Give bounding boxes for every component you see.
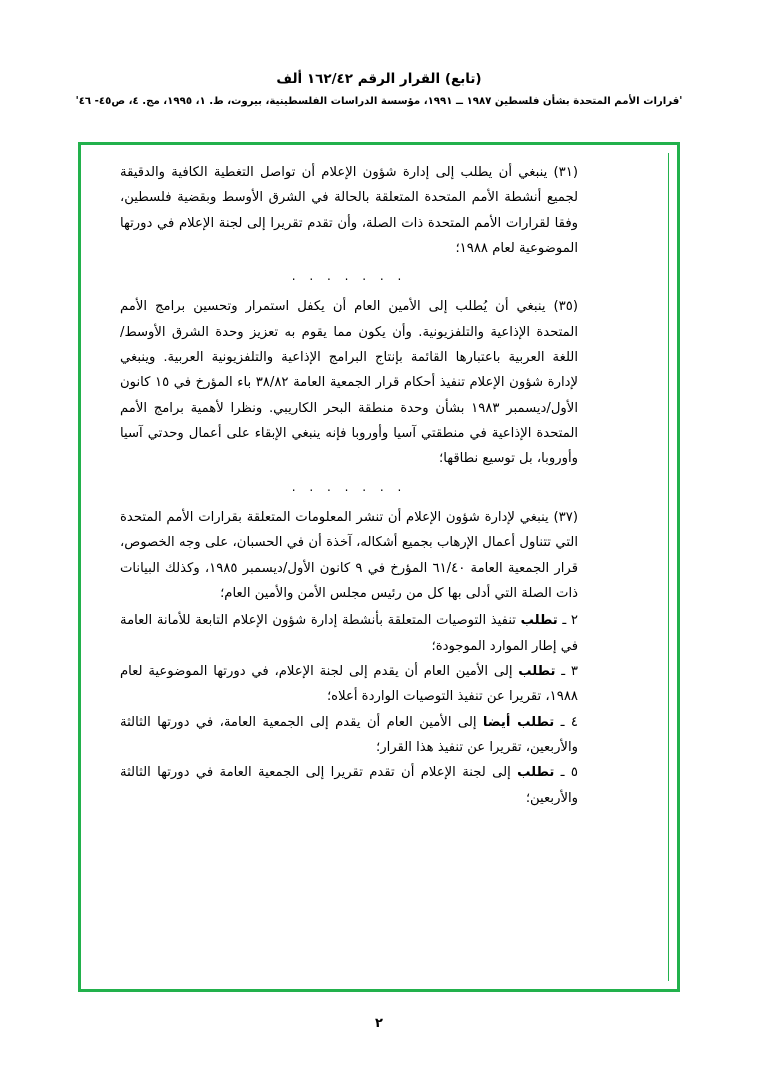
paragraph-31: (٣١) ينبغي أن يطلب إلى إدارة شؤون الإعلام أن تواصل التغطية الكافية والدقيقة لجميع أنشطة الأمم المتحدة المتعلقة بالحالة في الشرق الأوسط وبقضية فلسطين، وفقا لقرارات الأمم المتحدة ذات الصلة، وأن تقدم تقريرا إلى لجنة الإعلام في دورتها الموضوعية لعام ١٩٨٨؛	[120, 165, 578, 257]
numbered-item-3	[120, 659, 578, 710]
item-4-verb: تطلب أيضا	[482, 714, 555, 730]
item-4-prefix: ٤ ـ	[554, 714, 578, 730]
item-3-verb: تطلب	[518, 663, 556, 679]
page-number: ٢	[375, 1016, 383, 1031]
item-2-verb: تطلب	[520, 613, 558, 629]
item-5-prefix: ٥ ـ	[554, 765, 579, 781]
page-header	[0, 0, 758, 109]
numbered-item-5	[120, 760, 578, 811]
item-2-text: تنفيذ التوصيات المتعلقة بأنشطة إدارة شؤون الإعلام التابعة للأمانة العامة في إطار الموارد الموجودة؛	[120, 613, 578, 654]
section-separator-2: . . . . . . .	[291, 479, 407, 494]
item-3-prefix: ٣ ـ	[555, 663, 578, 679]
numbered-item-2	[120, 608, 578, 659]
item-5-text: إلى لجنة الإعلام أن تقدم تقريرا إلى الجمعية العامة في دورتها الثالثة والأربعين؛	[120, 765, 578, 806]
page-title: (تابع) القرار الرقم ١٦٢/٤٢ ألف	[276, 71, 482, 87]
paragraph-35: (٣٥) ينبغي أن يُطلب إلى الأمين العام أن يكفل استمرار وتحسين برامج الأمم المتحدة الإذاعية والتلفزيونية. وأن يكون مما يقوم به تعزيز وحدة الشرق الأوسط/اللغة العربية باعتبارها القائمة بإنتاج البرامج الإذاعية والتلفزيونية العربية. وينبغي لإدارة شؤون الإعلام تنفيذ أحكام قرار الجمعية العامة ٣٨/٨٢ باء المؤرخ في ١٥ كانون الأول/ديسمبر ١٩٨٣ بشأن وحدة منطقة البحر الكاريبي. ونظرا لأهمية برامج الأمم المتحدة الإذاعية في منطقتي آسيا وأوروبا فإنه ينبغي الإبقاء على أعمال وحدتي آسيا وأوروبا، بل توسيع نطاقها؛	[120, 299, 579, 467]
document-body	[120, 160, 578, 811]
source-citation: 'قرارات الأمم المتحدة بشأن فلسطين ١٩٨٧ ــ ١٩٩١، مؤسسة الدراسات الفلسطينية، بيروت، ط. ١، ١٩٩٥، مج. ٤، ص٤٥- ٤٦'	[75, 95, 683, 107]
section-separator-1: . . . . . . .	[291, 269, 407, 284]
item-2-prefix: ٢ ـ	[557, 613, 578, 629]
item-5-verb: تطلب	[517, 765, 555, 781]
paragraph-37: (٣٧) ينبغي لإدارة شؤون الإعلام أن تنشر المعلومات المتعلقة بقرارات الأمم المتحدة التي تتناول أعمال الإرهاب بجميع أشكاله، آخذة أن في الحسبان، على وجه الخصوص، قرار الجمعية العامة ٦١/٤٠ المؤرخ في ٩ كانون الأول/ديسمبر ١٩٨٥، وكذلك البيانات ذات الصلة التي أدلى بها كل من رئيس مجلس الأمن والأمين العام؛	[120, 509, 578, 601]
item-4-text: إلى الأمين العام أن يقدم إلى الجمعية العامة، في دورتها الثالثة والأربعين، تقريرا عن تنفيذ هذا القرار؛	[120, 714, 578, 755]
item-3-text: إلى الأمين العام أن يقدم إلى لجنة الإعلام، في دورتها الموضوعية لعام ١٩٨٨، تقريرا عن تنفيذ التوصيات الواردة أعلاه؛	[120, 663, 578, 705]
numbered-item-4	[120, 710, 578, 761]
